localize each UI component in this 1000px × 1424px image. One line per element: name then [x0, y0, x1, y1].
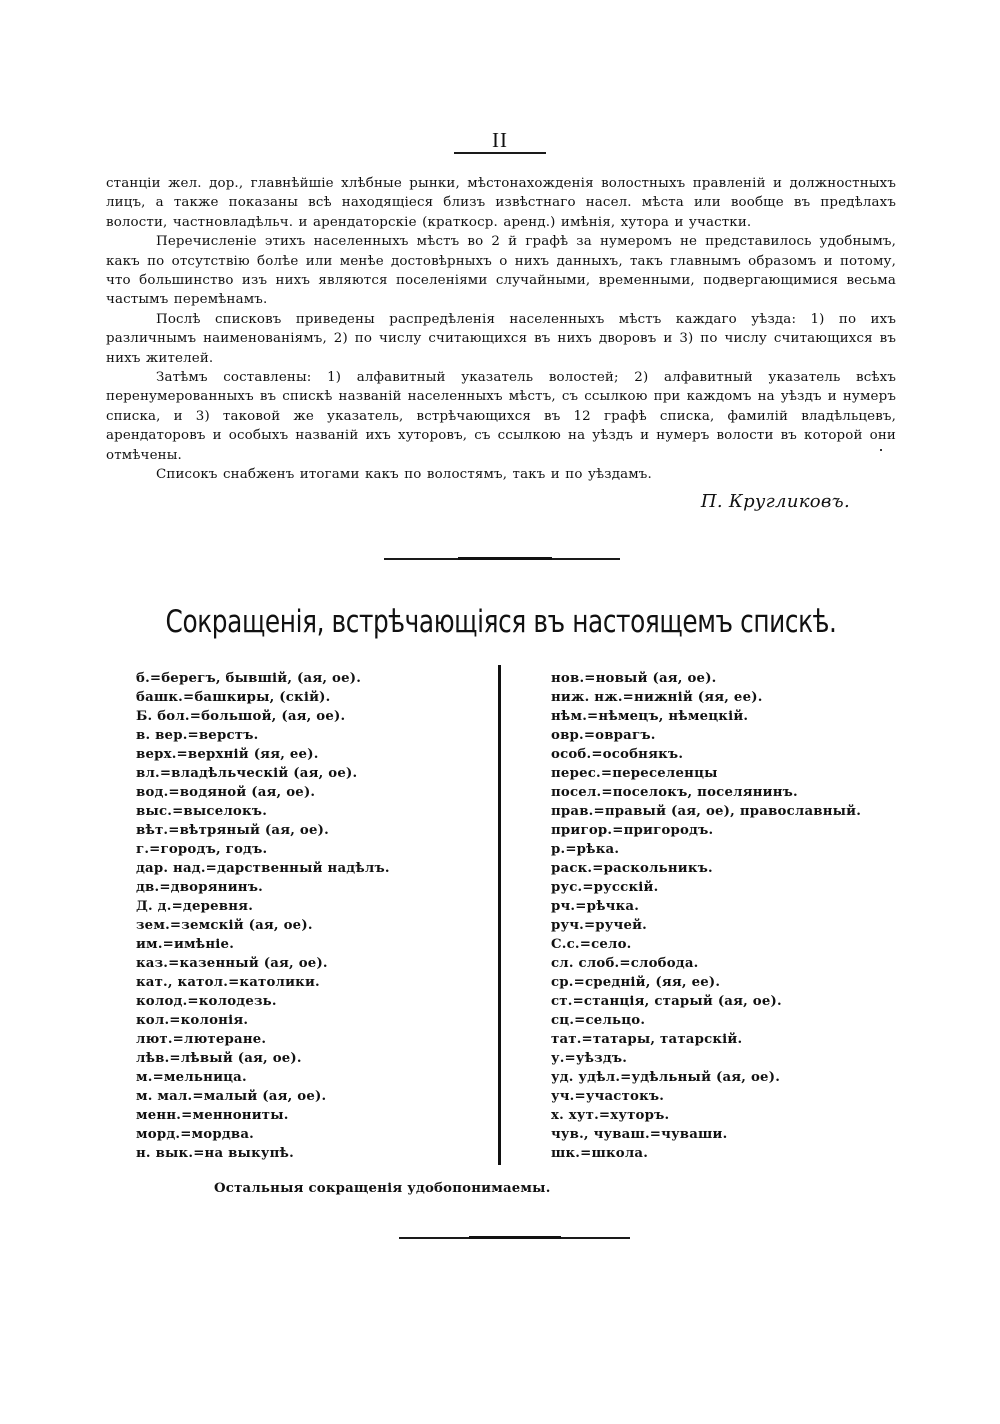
abbreviation-entry: руч.=ручей.: [551, 918, 648, 933]
abbreviation-entry: рч.=рѣчка.: [551, 899, 640, 914]
abbreviation-entry: г.=городъ, годъ.: [136, 842, 268, 857]
abbreviation-entry: у.=уѣздъ.: [551, 1051, 628, 1066]
print-speck: [880, 449, 882, 451]
intro-paragraph: Перечисленіе этихъ населенныхъ мѣстъ во 2 й графѣ за нумеромъ не представилось удобнымъ, какъ по отсутствію болѣе или менѣе достовѣрныхъ о нихъ данныхъ, такъ главнымъ образомъ и потому, что большинство изъ нихъ являются поселеніями случайными, временными, подвергающимися весьма частымъ перемѣнамъ.: [106, 234, 896, 308]
page-number: II: [492, 128, 508, 152]
abbreviation-entry: менн.=меннониты.: [136, 1108, 289, 1123]
abbreviation-entry: морд.=мордва.: [136, 1127, 255, 1142]
abbreviation-entry: овр.=оврагъ.: [551, 728, 656, 743]
abbreviation-entry: р.=рѣка.: [551, 842, 620, 857]
abbreviation-entry: дар. над.=дарственный надѣлъ.: [136, 861, 390, 876]
abbreviation-entry: ст.=станція, старый (ая, ое).: [551, 994, 782, 1009]
abbreviation-entry: пригор.=пригородъ.: [551, 823, 714, 838]
abbreviation-entry: кат., катол.=католики.: [136, 975, 320, 990]
abbreviation-entry: уд. удѣл.=удѣльный (ая, ое).: [551, 1070, 781, 1085]
section-divider: [384, 558, 620, 560]
page-number-underline: [454, 152, 546, 154]
abbreviation-entry: б.=берегъ, бывшій, (ая, ое).: [136, 671, 362, 686]
section-divider-thick: [458, 557, 552, 560]
abbreviation-entry: м. мал.=малый (ая, ое).: [136, 1089, 327, 1104]
abbreviation-entry: вѣт.=вѣтряный (ая, ое).: [136, 823, 329, 838]
abbreviation-entry: колод.=колодезь.: [136, 994, 277, 1009]
abbreviation-entry: зем.=земскій (ая, ое).: [136, 918, 313, 933]
abbreviations-right-column: [551, 669, 891, 1163]
abbreviation-entry: вод.=водяной (ая, ое).: [136, 785, 316, 800]
intro-text: [106, 174, 896, 485]
abbreviation-entry: шк.=школа.: [551, 1146, 649, 1161]
abbreviations-title: Сокращенія, встрѣчающіяся въ настоящемъ спискѣ.: [165, 604, 837, 640]
abbreviation-entry: в. вер.=верстъ.: [136, 728, 259, 743]
intro-paragraph: Послѣ списковъ приведены распредѣленія населенныхъ мѣстъ каждаго уѣзда: 1) по ихъ различнымъ наименованіямъ, 2) по числу считающихся въ нихъ дворовъ и 3) по числу считающихся въ нихъ жителей.: [106, 311, 896, 366]
abbreviation-entry: выс.=выселокъ.: [136, 804, 268, 819]
abbreviation-entry: вл.=владѣльческій (ая, ое).: [136, 766, 358, 781]
abbreviation-entry: лѣв.=лѣвый (ая, ое).: [136, 1051, 302, 1066]
abbreviation-entry: х. хут.=хуторъ.: [551, 1108, 670, 1123]
abbreviation-entry: дв.=дворянинъ.: [136, 880, 263, 895]
intro-paragraph: Списокъ снабженъ итогами какъ по волостямъ, такъ и по уѣздамъ.: [156, 467, 652, 483]
abbreviation-entry: раск.=раскольникъ.: [551, 861, 713, 876]
abbreviation-entry: рус.=русскій.: [551, 880, 659, 895]
abbreviation-entry: особ.=особнякъ.: [551, 747, 684, 762]
abbreviation-entry: нов.=новый (ая, ое).: [551, 671, 717, 686]
end-divider-thick: [469, 1236, 561, 1239]
abbreviation-entry: посел.=поселокъ, поселянинъ.: [551, 785, 798, 800]
intro-paragraph: Затѣмъ составлены: 1) алфавитный указатель волостей; 2) алфавитный указатель всѣхъ перенумерованныхъ въ спискѣ названій населенныхъ мѣстъ, съ ссылкою при каждомъ на уѣздъ и нумеръ списка, и 3) таковой же указатель, встрѣчающихся въ 12 графѣ списка, фамилій владѣльцевъ, арендаторовъ и особыхъ названій ихъ хуторовъ, съ ссылкою на уѣздъ и нумеръ волости въ которой они отмѣчены.: [106, 370, 896, 463]
abbreviation-entry: кол.=колонія.: [136, 1013, 249, 1028]
author-signature: П. Кругликовъ.: [700, 491, 850, 512]
abbreviation-entry: каз.=казенный (ая, ое).: [136, 956, 328, 971]
abbreviation-entry: им.=имѣніе.: [136, 937, 235, 952]
abbreviation-entry: уч.=участокъ.: [551, 1089, 665, 1104]
intro-paragraph: станціи жел. дор., главнѣйшіе хлѣбные рынки, мѣстонахожденія волостныхъ правленій и должностныхъ лицъ, а также показаны всѣ находящіеся близъ извѣстнаго насел. мѣста или вообще въ предѣлахъ волости, частновладѣльч. и арендаторскіе (краткоср. аренд.) имѣнія, хутора и участки.: [106, 176, 896, 230]
abbreviation-entry: чув., чуваш.=чуваши.: [551, 1127, 728, 1142]
abbreviation-entry: сл. слоб.=слобода.: [551, 956, 699, 971]
abbreviation-entry: нѣм.=нѣмецъ, нѣмецкій.: [551, 709, 749, 724]
abbreviation-entry: Д. д.=деревня.: [136, 899, 254, 914]
abbreviation-entry: ниж. нж.=нижній (яя, ее).: [551, 690, 763, 705]
abbreviation-entry: С.с.=село.: [551, 937, 632, 952]
abbreviations-footnote: Остальныя сокращенія удобопонимаемы.: [214, 1181, 551, 1196]
abbreviation-entry: ср.=средній, (яя, ее).: [551, 975, 721, 990]
abbreviations-left-column: [136, 669, 486, 1163]
abbreviation-entry: башк.=башкиры, (скій).: [136, 690, 331, 705]
abbreviation-entry: н. вык.=на выкупѣ.: [136, 1146, 294, 1161]
end-divider: [399, 1237, 630, 1239]
column-divider: [498, 665, 501, 1165]
abbreviation-entry: тат.=татары, татарскій.: [551, 1032, 743, 1047]
abbreviation-entry: сц.=сельцо.: [551, 1013, 646, 1028]
abbreviation-entry: перес.=переселенцы: [551, 766, 718, 781]
abbreviation-entry: прав.=правый (ая, ое), православный.: [551, 804, 862, 819]
abbreviation-entry: Б. бол.=большой, (ая, ое).: [136, 709, 346, 724]
abbreviation-entry: верх.=верхній (яя, ее).: [136, 747, 319, 762]
abbreviation-entry: м.=мельница.: [136, 1070, 247, 1085]
abbreviation-entry: лют.=лютеране.: [136, 1032, 267, 1047]
